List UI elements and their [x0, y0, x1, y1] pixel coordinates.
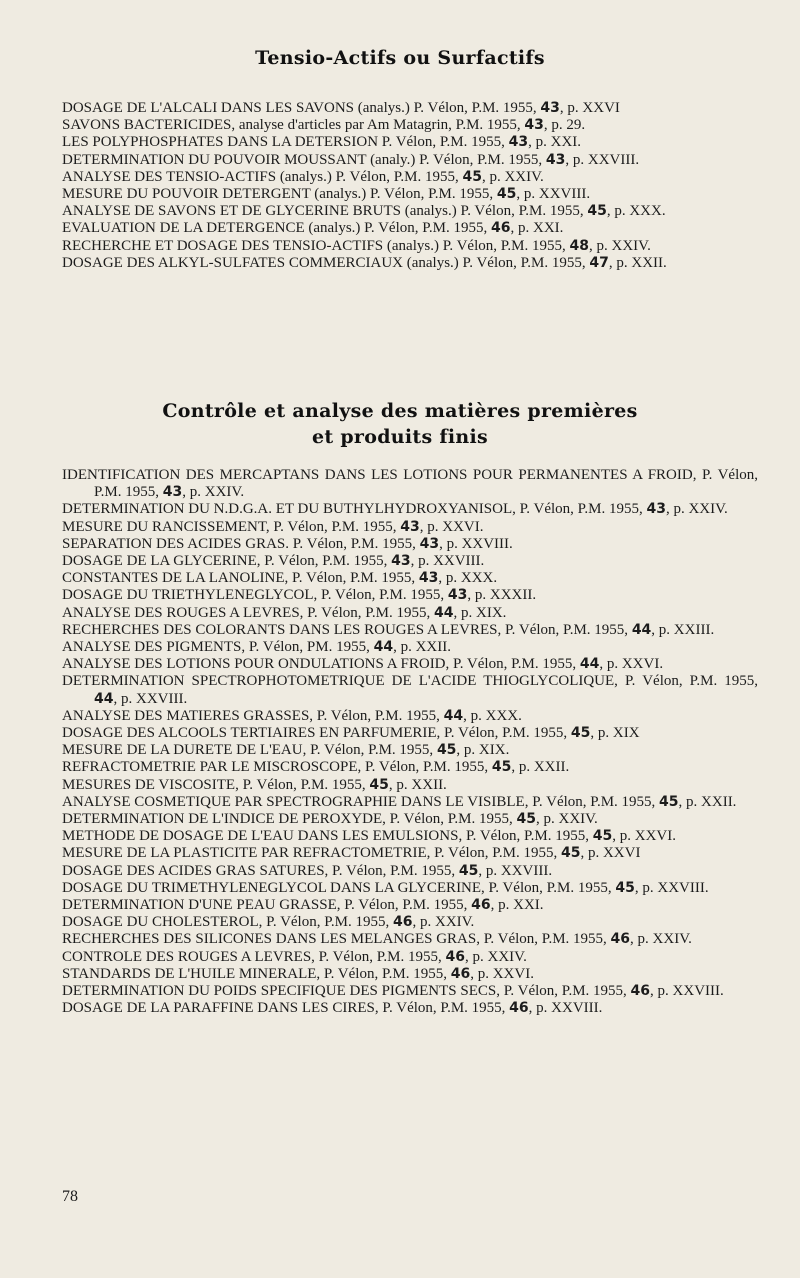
volume-number: 44 — [373, 639, 394, 656]
entry-text: DOSAGE DE LA PARAFFINE DANS LES CIRES, P. Vélon, P.M. 1955, — [62, 1000, 510, 1017]
entry-text: SAVONS BACTERICIDES, analyse d'articles par Am Matagrin, P.M. 1955, — [62, 117, 525, 134]
entry-text: MESURE DE LA PLASTICITE PAR REFRACTOMETRIE, P. Vélon, P.M. 1955, — [62, 845, 561, 862]
page-reference: , p. XXX. — [438, 570, 498, 587]
bibliography-entry — [62, 639, 758, 656]
entry-text: RECHERCHE ET DOSAGE DES TENSIO-ACTIFS (analys.) P. Vélon, P.M. 1955, — [62, 237, 570, 254]
volume-number: 46 — [509, 1000, 529, 1017]
entry-text: RECHERCHES DES SILICONES DANS LES MELANGES GRAS, P. Vélon, P.M. 1955, — [62, 931, 611, 948]
page-reference: , p. XXIV. — [412, 914, 475, 931]
entry-text: DOSAGE DES ALCOOLS TERTIAIRES EN PARFUMERIE, P. Vélon, P.M. 1955, — [62, 725, 571, 742]
page-reference: , p. XXVIII. — [565, 151, 640, 168]
bibliography-entry — [62, 605, 758, 622]
page-reference: , p. XXI. — [528, 134, 582, 151]
entry-text: EVALUATION DE LA DETERGENCE (analys.) P. Vélon, P.M. 1955, — [62, 220, 492, 237]
page-reference: , p. XXX. — [463, 707, 522, 724]
bibliography-entry — [62, 794, 758, 811]
bibliography-entry — [62, 811, 758, 828]
bibliography-entry — [62, 255, 758, 272]
entry-text: MESURE DE LA DURETE DE L'EAU, P. Vélon, P.M. 1955, — [62, 742, 437, 759]
bibliography-entry — [62, 536, 758, 553]
page-reference: , p. XXIV. — [589, 237, 651, 254]
page-reference: , p. XXI. — [490, 897, 544, 914]
volume-number: 45 — [615, 879, 635, 896]
page-reference: , p. XXIV. — [630, 931, 692, 948]
volume-number: 45 — [516, 811, 536, 828]
bibliography-entry — [62, 914, 758, 931]
volume-number: 43 — [418, 570, 439, 587]
volume-number: 46 — [630, 983, 651, 1000]
page-reference: , p. XXVI. — [419, 518, 484, 535]
entry-text: DOSAGE DE L'ALCALI DANS LES SAVONS (analys.) P. Vélon, P.M. 1955, — [62, 100, 541, 116]
entry-text: STANDARDS DE L'HUILE MINERALE, P. Vélon, P.M. 1955, — [62, 965, 451, 982]
bibliography-entry — [62, 1000, 758, 1017]
page-reference: , p. XXII. — [388, 776, 447, 793]
volume-number: 45 — [462, 168, 482, 185]
entry-list-controle — [62, 467, 758, 1018]
page-reference: , p. XXVIII. — [113, 690, 188, 707]
page-reference: , p. XXII. — [511, 759, 570, 776]
bibliography-entry — [62, 708, 758, 725]
entry-text: ANALYSE COSMETIQUE PAR SPECTROGRAPHIE DANS LE VISIBLE, P. Vélon, P.M. 1955, — [62, 793, 660, 810]
bibliography-entry — [62, 828, 758, 845]
volume-number: 43 — [524, 117, 544, 134]
page-reference: , p. XXVIII. — [478, 862, 553, 879]
volume-number: 44 — [631, 621, 652, 638]
entry-text: DETERMINATION SPECTROPHOTOMETRIQUE DE L'ACIDE THIOGLYCOLIQUE, P. Vélon, P.M. 1955, — [62, 673, 758, 690]
bibliography-entry — [62, 880, 758, 897]
volume-number: 46 — [491, 220, 511, 237]
bibliography-entry — [62, 169, 758, 186]
volume-number: 45 — [458, 862, 479, 879]
bibliography-entry — [62, 845, 758, 862]
volume-number: 43 — [508, 134, 529, 151]
bibliography-entry — [62, 220, 758, 237]
bibliography-entry — [62, 238, 758, 255]
page-reference: , p. XXVIII. — [528, 1000, 603, 1017]
entry-text: MESURES DE VISCOSITE, P. Vélon, P.M. 1955, — [62, 776, 370, 793]
entry-text: DOSAGE DU CHOLESTEROL, P. Vélon, P.M. 1955, — [62, 914, 393, 931]
bibliography-entry — [62, 100, 758, 117]
page-reference: , p. XXII. — [393, 639, 451, 656]
volume-number: 45 — [592, 828, 613, 845]
volume-number: 46 — [393, 914, 413, 931]
volume-number: 45 — [369, 776, 389, 793]
page-reference: , p. XXII. — [608, 254, 667, 271]
page-reference: , p. XXIV. — [182, 484, 245, 501]
page-reference: , p. XXVI. — [599, 656, 664, 673]
bibliography-entry — [62, 587, 758, 604]
volume-number: 44 — [443, 707, 464, 724]
volume-number: 46 — [471, 897, 491, 914]
page-reference: , p. XXVIII. — [650, 983, 724, 1000]
page-reference: , p. XXVI. — [470, 965, 534, 982]
volume-number: 46 — [610, 931, 631, 948]
volume-number: 46 — [445, 948, 466, 965]
volume-number: 43 — [447, 587, 468, 604]
volume-number: 45 — [436, 742, 457, 759]
entry-text: DOSAGE DE LA GLYCERINE, P. Vélon, P.M. 1955, — [62, 553, 392, 570]
page-reference: , p. XIX — [590, 725, 640, 742]
entry-text: MESURE DU POUVOIR DETERGENT (analys.) P. Vélon, P.M. 1955, — [62, 186, 497, 203]
entry-text: SEPARATION DES ACIDES GRAS. P. Vélon, P.M. 1955, — [62, 535, 420, 552]
bibliography-entry — [62, 897, 758, 914]
volume-number: 43 — [545, 151, 566, 168]
page-number: 78 — [62, 1188, 78, 1205]
page-reference: , p. XXI. — [510, 220, 564, 237]
entry-text: ANALYSE DES TENSIO-ACTIFS (analys.) P. Vélon, P.M. 1955, — [62, 168, 463, 185]
bibliography-entry — [62, 949, 758, 966]
page-reference: , p. XXXII. — [467, 587, 537, 604]
entry-text: MESURE DU RANCISSEMENT, P. Vélon, P.M. 1955, — [62, 518, 401, 535]
volume-number: 47 — [589, 254, 609, 271]
volume-number: 43 — [646, 501, 666, 518]
bibliography-entry — [62, 186, 758, 203]
volume-number: 44 — [434, 604, 454, 621]
volume-number: 48 — [569, 237, 590, 254]
section-heading-line-2: et produits finis — [311, 426, 489, 448]
page-reference: , p. XXII. — [678, 793, 737, 810]
page-reference: , p. XXIV. — [481, 168, 544, 185]
entry-text: DETERMINATION DU POIDS SPECIFIQUE DES PIGMENTS SECS, P. Vélon, P.M. 1955, — [62, 983, 631, 1000]
entry-text: CONTROLE DES ROUGES A LEVRES, P. Vélon, P.M. 1955, — [62, 948, 446, 965]
page-reference: , p. XXX. — [606, 203, 666, 220]
entry-text: IDENTIFICATION DES MERCAPTANS DANS LES LOTIONS POUR PERMANENTES A FROID, P. Vélon, P.M. 1955, — [62, 467, 758, 501]
page-reference: , p. 29. — [543, 117, 586, 134]
volume-number: 45 — [659, 793, 679, 810]
entry-text: METHODE DE DOSAGE DE L'EAU DANS LES EMULSIONS, P. Vélon, P.M. 1955, — [62, 828, 593, 845]
bibliography-entry — [62, 501, 758, 518]
bibliography-entry — [62, 931, 758, 948]
volume-number: 45 — [587, 203, 607, 220]
entry-text: DETERMINATION DU N.D.G.A. ET DU BUTHYLHYDROXYANISOL, P. Vélon, P.M. 1955, — [62, 501, 647, 518]
entry-list-tensio-actifs — [62, 100, 758, 272]
entry-text: ANALYSE DES PIGMENTS, P. Vélon, PM. 1955, — [62, 639, 374, 656]
entry-text: DOSAGE DU TRIMETHYLENEGLYCOL DANS LA GLYCERINE, P. Vélon, P.M. 1955, — [62, 879, 616, 896]
section-heading-controle — [0, 398, 800, 450]
entry-text: DETERMINATION DU POUVOIR MOUSSANT (analy.) P. Vélon, P.M. 1955, — [62, 151, 546, 168]
volume-number: 44 — [579, 656, 600, 673]
entry-text: REFRACTOMETRIE PAR LE MISCROSCOPE, P. Vélon, P.M. 1955, — [62, 759, 492, 776]
entry-text: DETERMINATION DE L'INDICE DE PEROXYDE, P. Vélon, P.M. 1955, — [62, 811, 517, 828]
page-reference: , p. XXIII. — [651, 621, 715, 638]
entry-text: DOSAGE DES ALKYL-SULFATES COMMERCIAUX (analys.) P. Vélon, P.M. 1955, — [62, 254, 590, 271]
entry-text: CONSTANTES DE LA LANOLINE, P. Vélon, P.M. 1955, — [62, 570, 419, 587]
volume-number: 43 — [162, 484, 183, 501]
page-reference: , p. XXVIII. — [634, 879, 709, 896]
bibliography-entry — [62, 656, 758, 673]
entry-text: ANALYSE DE SAVONS ET DE GLYCERINE BRUTS (analys.) P. Vélon, P.M. 1955, — [62, 203, 588, 220]
entry-text: ANALYSE DES ROUGES A LEVRES, P. Vélon, P.M. 1955, — [62, 604, 435, 621]
page-reference: , p. XXVIII. — [516, 186, 591, 203]
volume-number: 45 — [560, 845, 581, 862]
volume-number: 45 — [570, 725, 591, 742]
volume-number: 43 — [419, 535, 440, 552]
page-reference: , p. XXIV. — [535, 811, 598, 828]
volume-number: 45 — [491, 759, 512, 776]
page-reference: , p. XXVI. — [612, 828, 677, 845]
page-reference: , p. XXIV. — [665, 501, 728, 518]
bibliography-entry — [62, 553, 758, 570]
bibliography-entry — [62, 983, 758, 1000]
entry-text: ANALYSE DES LOTIONS POUR ONDULATIONS A FROID, P. Vélon, P.M. 1955, — [62, 656, 580, 673]
page-reference: , p. XXVI — [580, 845, 641, 862]
volume-number: 43 — [391, 553, 411, 570]
volume-number: 43 — [400, 518, 420, 535]
section-heading-line-1: Contrôle et analyse des matières premières — [162, 400, 638, 422]
bibliography-entry — [62, 966, 758, 983]
volume-number: 43 — [540, 100, 560, 116]
bibliography-entry — [62, 570, 758, 587]
page-reference: , p. XXVIII. — [439, 535, 513, 552]
page-reference: , p. XXIV. — [465, 948, 527, 965]
page-reference: , p. XIX. — [453, 604, 507, 621]
bibliography-entry — [62, 203, 758, 220]
bibliography-entry — [62, 673, 758, 707]
entry-text: LES POLYPHOSPHATES DANS LA DETERSION P. Vélon, P.M. 1955, — [62, 134, 509, 151]
bibliography-entry — [62, 777, 758, 794]
entry-text: RECHERCHES DES COLORANTS DANS LES ROUGES A LEVRES, P. Vélon, P.M. 1955, — [62, 621, 632, 638]
entry-text: ANALYSE DES MATIERES GRASSES, P. Vélon, P.M. 1955, — [62, 707, 444, 724]
volume-number: 45 — [496, 186, 517, 203]
bibliography-entry — [62, 519, 758, 536]
bibliography-entry — [62, 134, 758, 151]
entry-text: DETERMINATION D'UNE PEAU GRASSE, P. Vélon, P.M. 1955, — [62, 897, 472, 914]
bibliography-entry — [62, 467, 758, 501]
section-heading-tensio-actifs: Tensio-Actifs ou Surfactifs — [255, 47, 545, 69]
page-reference: , p. XXVIII. — [410, 553, 485, 570]
volume-number: 44 — [94, 690, 114, 707]
bibliography-entry — [62, 622, 758, 639]
bibliography-entry — [62, 863, 758, 880]
entry-text: DOSAGE DU TRIETHYLENEGLYCOL, P. Vélon, P.M. 1955, — [62, 587, 448, 604]
bibliography-entry — [62, 742, 758, 759]
page-reference: , p. XXVI — [559, 100, 620, 116]
entry-text: DOSAGE DES ACIDES GRAS SATURES, P. Vélon, P.M. 1955, — [62, 862, 459, 879]
volume-number: 46 — [450, 965, 471, 982]
bibliography-entry — [62, 759, 758, 776]
bibliography-entry — [62, 152, 758, 169]
bibliography-entry — [62, 725, 758, 742]
bibliography-entry — [62, 117, 758, 134]
page-reference: , p. XIX. — [456, 742, 510, 759]
